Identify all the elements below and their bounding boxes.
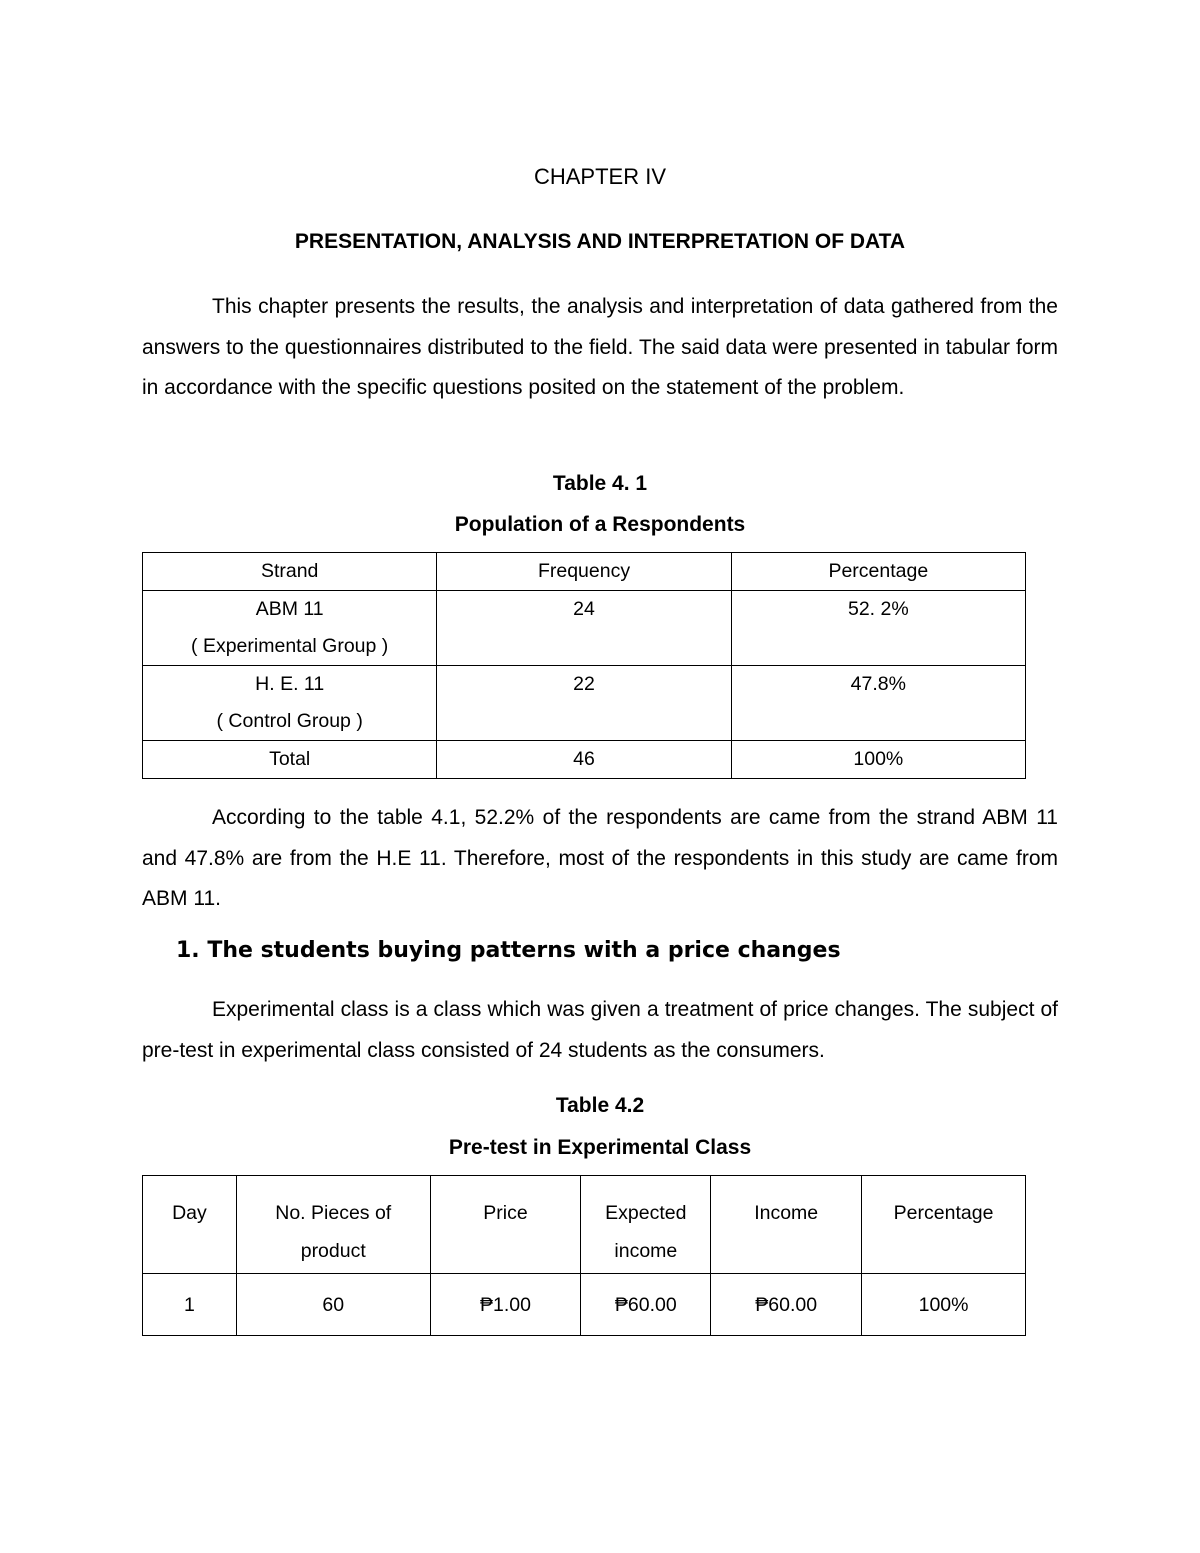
percentage-cell: 47.8% (731, 666, 1025, 741)
table-header-cell: Price (430, 1176, 581, 1274)
header-line: Expected (605, 1202, 687, 1224)
table-total-row (143, 741, 1026, 779)
strand-group: ( Control Group ) (216, 710, 363, 732)
table41-paragraph: According to the table 4.1, 52.2% of the respondents are came from the strand ABM 11 and 47.8% are from the H.E 11. Therefore, most of the respondents in this study are came from ABM 11. (142, 806, 1058, 910)
total-label-cell: Total (143, 741, 437, 779)
strand-cell (143, 591, 437, 666)
table-header-row (143, 1176, 1026, 1274)
section1-heading: 1. The students buying patterns with a price changes (176, 938, 841, 963)
table42-title: Pre-test in Experimental Class (448, 1136, 752, 1159)
table-row (143, 1274, 1026, 1336)
table41-title: Population of a Respondents (454, 513, 746, 536)
table-header-cell: Frequency (437, 553, 731, 591)
section1-paragraph: Experimental class is a class which was given a treatment of price changes. The subject of pre-test in experimental class consisted of 24 students as the consumers. (142, 998, 1058, 1062)
table-row (143, 591, 1026, 666)
table42-label: Table 4.2 (555, 1094, 645, 1117)
frequency-cell: 24 (437, 591, 731, 666)
pieces-cell: 60 (236, 1274, 430, 1336)
chapter-label: CHAPTER IV (533, 164, 667, 189)
frequency-cell: 22 (437, 666, 731, 741)
strand-group: ( Experimental Group ) (191, 635, 389, 657)
header-line: income (614, 1240, 678, 1262)
chapter-heading: PRESENTATION, ANALYSIS AND INTERPRETATION OF DATA (294, 230, 906, 253)
table41-label: Table 4. 1 (552, 472, 648, 495)
table41 (142, 552, 1026, 779)
table-header-cell (581, 1176, 711, 1274)
header-line: No. Pieces of (275, 1202, 392, 1224)
table-header-cell: Percentage (862, 1176, 1026, 1274)
day-cell: 1 (143, 1274, 237, 1336)
price-cell: ₱1.00 (430, 1274, 581, 1336)
table-row (143, 666, 1026, 741)
percentage-cell: 100% (862, 1274, 1026, 1336)
table-header-cell: Percentage (731, 553, 1025, 591)
strand-name: H. E. 11 (255, 673, 325, 695)
total-frequency-cell: 46 (437, 741, 731, 779)
table-header-row (143, 553, 1026, 591)
table-header-cell: Strand (143, 553, 437, 591)
table42 (142, 1175, 1026, 1336)
header-line: product (300, 1240, 366, 1262)
income-cell: ₱60.00 (711, 1274, 862, 1336)
table-header-cell: Day (143, 1176, 237, 1274)
table-header-cell: Income (711, 1176, 862, 1274)
intro-paragraph: This chapter presents the results, the analysis and interpretation of data gathered from the answers to the questionnaires distributed to the field. The said data were presented in tabular form in accordance with the specific questions posited on the statement of the problem. (142, 295, 1058, 399)
strand-cell (143, 666, 437, 741)
percentage-cell: 52. 2% (731, 591, 1025, 666)
strand-name: ABM 11 (255, 598, 324, 620)
expected-income-cell: ₱60.00 (581, 1274, 711, 1336)
total-percentage-cell: 100% (731, 741, 1025, 779)
table-header-cell (236, 1176, 430, 1274)
